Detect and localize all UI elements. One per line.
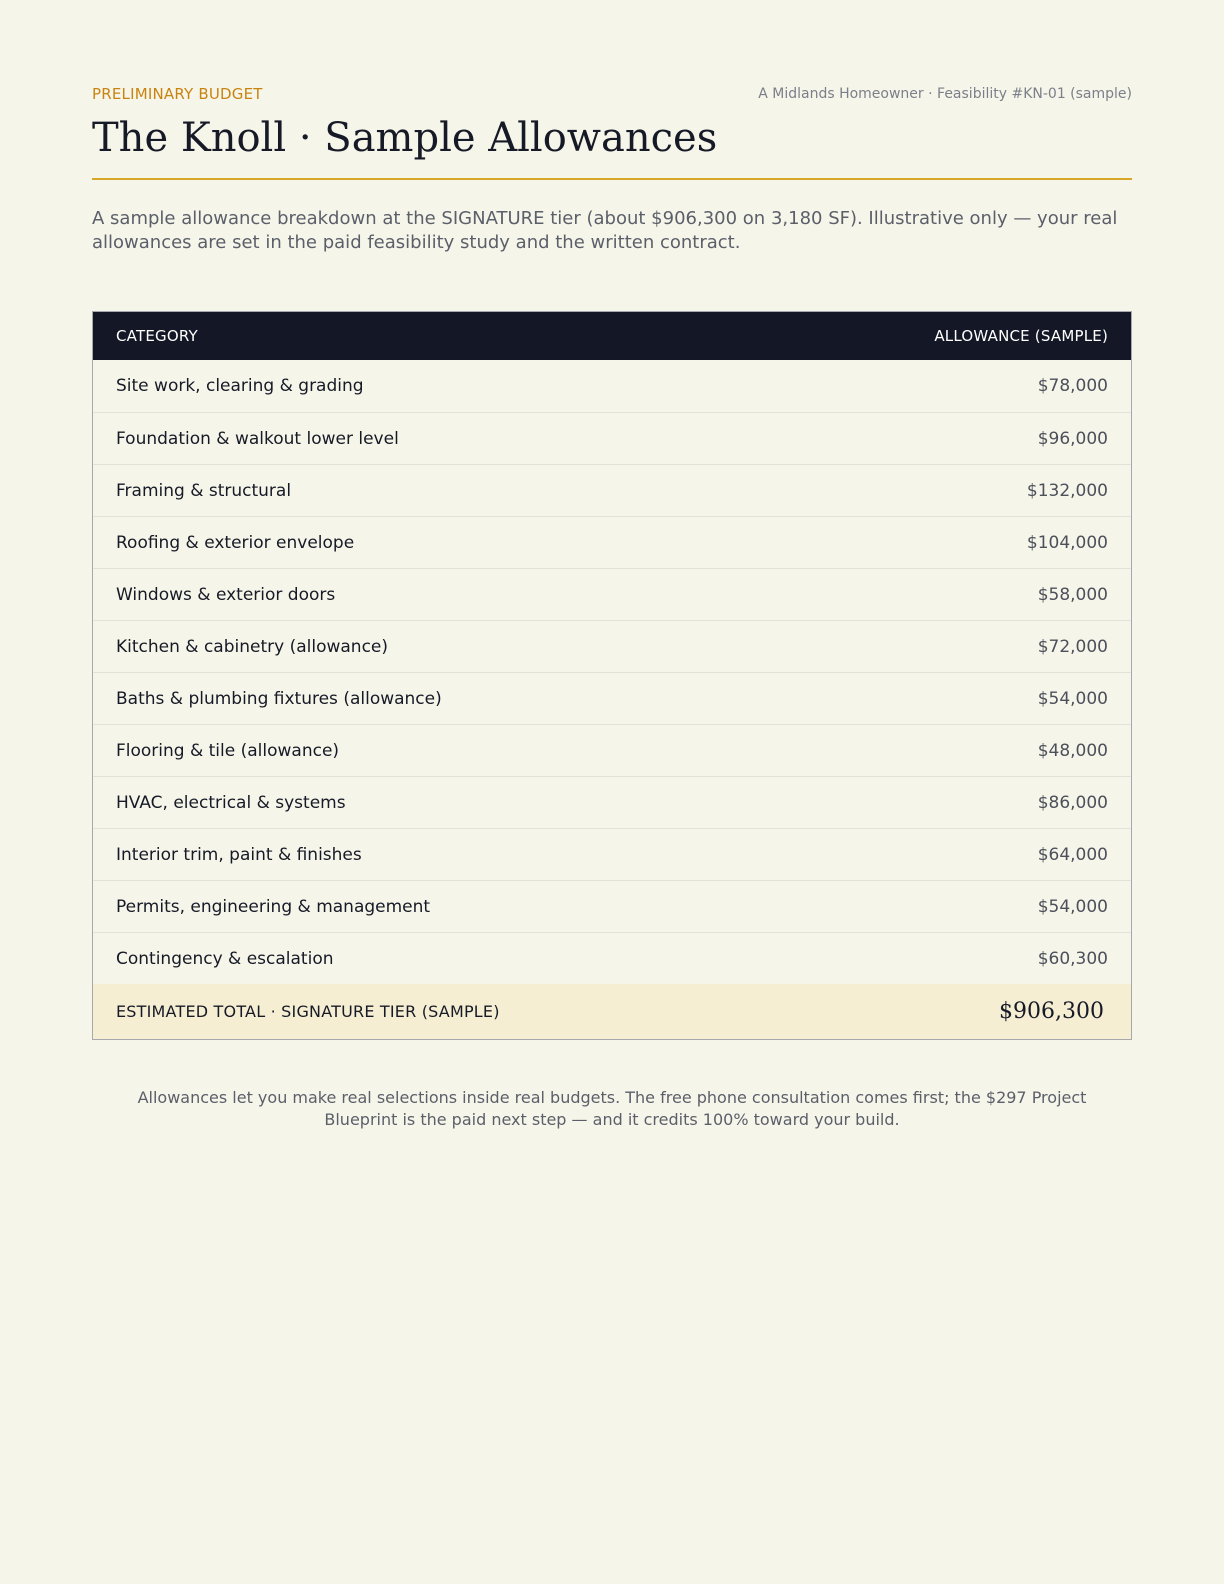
table-row [93,672,1131,724]
row-amount: $132,000 [1026,480,1108,501]
footer-note: Allowances let you make real selections inside real budgets. The free phone consultation comes first; the $297 Project Blueprint is the paid next step — and it credits 100% toward your build. [137,1088,1087,1129]
row-amount: $104,000 [1026,532,1108,553]
table-row [93,568,1131,620]
eyebrow-label: PRELIMINARY BUDGET [92,85,263,103]
page-title: The Knoll · Sample Allowances [92,115,718,161]
total-label: ESTIMATED TOTAL · SIGNATURE TIER (SAMPLE) [116,1002,500,1021]
table-row [93,776,1131,828]
row-amount: $64,000 [1037,844,1108,865]
row-category: Contingency & escalation [116,948,334,969]
row-amount: $54,000 [1037,688,1108,709]
header-category: CATEGORY [116,327,198,345]
row-category: Flooring & tile (allowance) [116,740,340,761]
row-category: Site work, clearing & grading [116,376,364,396]
table-header [93,312,1131,360]
document-meta: A Midlands Homeowner · Feasibility #KN-01 (sample) [758,86,1132,102]
table-row [93,516,1131,568]
header-allowance: ALLOWANCE (SAMPLE) [934,327,1108,345]
intro-paragraph: A sample allowance breakdown at the SIGNATURE tier (about $906,300 on 3,180 SF). Illustrative only — your real allowances are set in the paid feasibility study and the written contract. [92,208,1118,253]
row-amount: $48,000 [1037,740,1108,761]
row-amount: $86,000 [1037,792,1108,813]
row-category: Framing & structural [116,480,292,501]
table-row [93,724,1131,776]
table-row [93,828,1131,880]
row-category: Foundation & walkout lower level [116,428,399,449]
row-amount: $54,000 [1037,896,1108,917]
row-category: Interior trim, paint & finishes [116,844,362,865]
total-row [93,984,1131,1039]
row-amount: $72,000 [1037,636,1108,657]
row-category: HVAC, electrical & systems [116,792,346,813]
row-category: Baths & plumbing fixtures (allowance) [116,688,442,709]
row-category: Kitchen & cabinetry (allowance) [116,636,389,657]
title-divider [92,178,1132,180]
table-row [93,412,1131,464]
allowance-table [92,311,1132,1040]
row-category: Roofing & exterior envelope [116,532,355,553]
table-row [93,880,1131,932]
row-amount: $60,300 [1037,948,1108,969]
table-row [93,360,1131,412]
total-amount: $906,300 [999,999,1104,1024]
row-amount: $96,000 [1037,428,1108,449]
table-row [93,464,1131,516]
table-row [93,932,1131,984]
row-amount: $78,000 [1037,376,1108,396]
table-body [93,360,1131,984]
top-line [92,85,1132,105]
row-amount: $58,000 [1037,584,1108,605]
table-row [93,620,1131,672]
row-category: Windows & exterior doors [116,584,336,605]
row-category: Permits, engineering & management [116,896,431,917]
